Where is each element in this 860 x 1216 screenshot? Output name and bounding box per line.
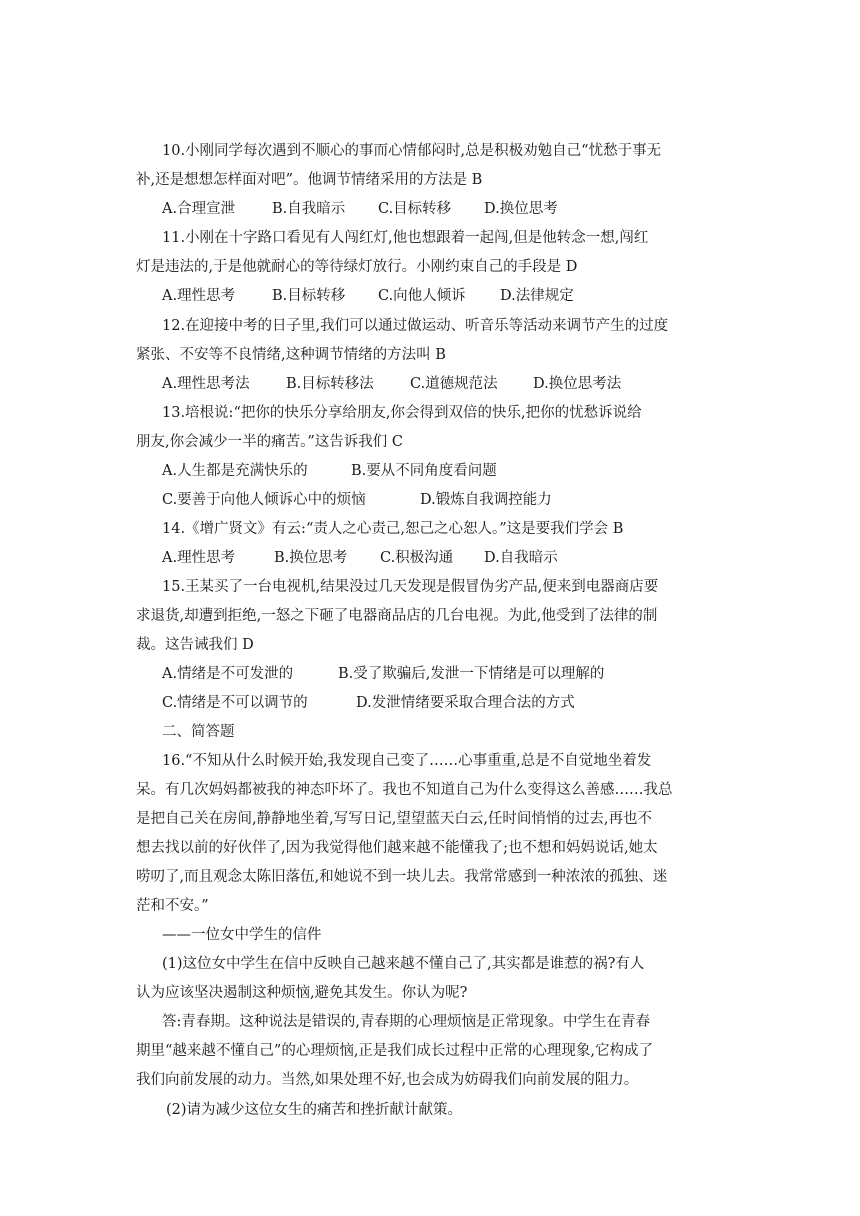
answer-line-2: 期里“越来越不懂自己”的心理烦恼,正是我们成长过程中正常的心理现象,它构成了 [136,1043,654,1059]
question-11-line-2: 灯是违法的,于是他就耐心的等待绿灯放行。小刚约束自己的手段是 D [136,259,578,275]
option-a: A.理性思考法 [162,376,250,392]
option-c: C.情绪是不可以调节的 [162,695,308,711]
section-heading: 二、简答题 [162,724,235,740]
question-10-line-1: 10.小刚同学每次遇到不顺心的事而心情郁闷时,总是积极劝勉自己“忧愁于事无 [162,143,662,159]
option-b: B.换位思考 [274,550,348,566]
sub-question-1-line-2: 认为应该坚决遏制这种烦恼,避免其发生。你认为呢? [136,985,468,1001]
answer-line-1: 答:青春期。这种说法是错误的,青春期的心理烦恼是正常现象。中学生在青春 [162,1014,650,1030]
option-b: B.目标转移 [272,288,346,304]
option-a: A.理性思考 [162,550,236,566]
question-15-line-3: 裁。这告诫我们 D [136,637,254,653]
option-a: A.理性思考 [162,288,236,304]
question-11-line-1: 11.小刚在十字路口看见有人闯红灯,他也想跟着一起闯,但是他转念一想,闯红 [162,230,649,246]
question-16-line-3: 是把自己关在房间,静静地坐着,写写日记,望望蓝天白云,任时间悄悄的过去,再也不 [136,811,653,827]
option-d: D.发泄情绪要采取合理合法的方式 [356,695,575,711]
option-c: C.积极沟通 [380,550,454,566]
option-c: C.向他人倾诉 [378,288,466,304]
question-16-line-6: 茫和不安。” [136,898,209,914]
option-c: C.道德规范法 [410,376,498,392]
question-14-line-1: 14.《增广贤文》有云:“责人之心责己,恕己之心恕人。”这是要我们学会 B [162,521,624,537]
letter-source: ——一位女中学生的信件 [162,927,322,943]
sub-question-1-line-1: (1)这位女中学生在信中反映自己越来越不懂自己了,其实都是谁惹的祸?有人 [162,956,645,972]
question-15-line-1: 15.王某买了一台电视机,结果没过几天发现是假冒伪劣产品,便来到电器商店要 [162,579,659,595]
sub-question-2: (2)请为减少这位女生的痛苦和挫折献计献策。 [166,1102,463,1118]
answer-line-3: 我们向前发展的动力。当然,如果处理不好,也会成为妨碍我们向前发展的阻力。 [136,1072,639,1088]
option-a: A.合理宣泄 [162,201,236,217]
option-d: D.换位思考法 [533,376,622,392]
question-13-line-1: 13.培根说:“把你的快乐分享给朋友,你会得到双倍的快乐,把你的忧愁诉说给 [162,405,642,421]
question-16-line-5: 唠叨了,而且观念太陈旧落伍,和她说不到一块儿去。我常常感到一种浓浓的孤独、迷 [136,869,668,885]
question-12-line-2: 紧张、不安等不良情绪,这种调节情绪的方法叫 B [136,347,446,363]
option-d: D.自我暗示 [484,550,558,566]
option-b: B.受了欺骗后,发泄一下情绪是可以理解的 [338,666,605,682]
question-15-line-2: 求退货,却遭到拒绝,一怒之下砸了电器商品店的几台电视。为此,他受到了法律的制 [136,608,658,624]
option-d: D.换位思考 [484,201,558,217]
option-a: A.情绪是不可发泄的 [162,666,294,682]
option-c: C.要善于向他人倾诉心中的烦恼 [162,492,366,508]
option-b: B.要从不同角度看问题 [351,463,497,479]
option-d: D.法律规定 [500,288,574,304]
option-b: B.目标转移法 [286,376,374,392]
option-a: A.人生都是充满快乐的 [162,463,308,479]
question-16-line-4: 想去找以前的好伙伴了,因为我觉得他们越来越不能懂我了;也不想和妈妈说话,她太 [136,840,658,856]
option-d: D.锻炼自我调控能力 [420,492,552,508]
question-13-line-2: 朋友,你会减少一半的痛苦。”这告诉我们 C [136,434,403,450]
question-16-line-2: 呆。有几次妈妈都被我的神态吓坏了。我也不知道自己为什么变得这么善感……我总 [136,782,673,798]
option-c: C.目标转移 [378,201,452,217]
option-b: B.自我暗示 [272,201,346,217]
question-16-line-1: 16.“不知从什么时候开始,我发现自己变了……心事重重,总是不自觉地坐着发 [162,753,652,769]
question-10-line-2: 补,还是想想怎样面对吧”。他调节情绪采用的方法是 B [136,172,483,188]
question-12-line-1: 12.在迎接中考的日子里,我们可以通过做运动、听音乐等活动来调节产生的过度 [162,318,669,334]
